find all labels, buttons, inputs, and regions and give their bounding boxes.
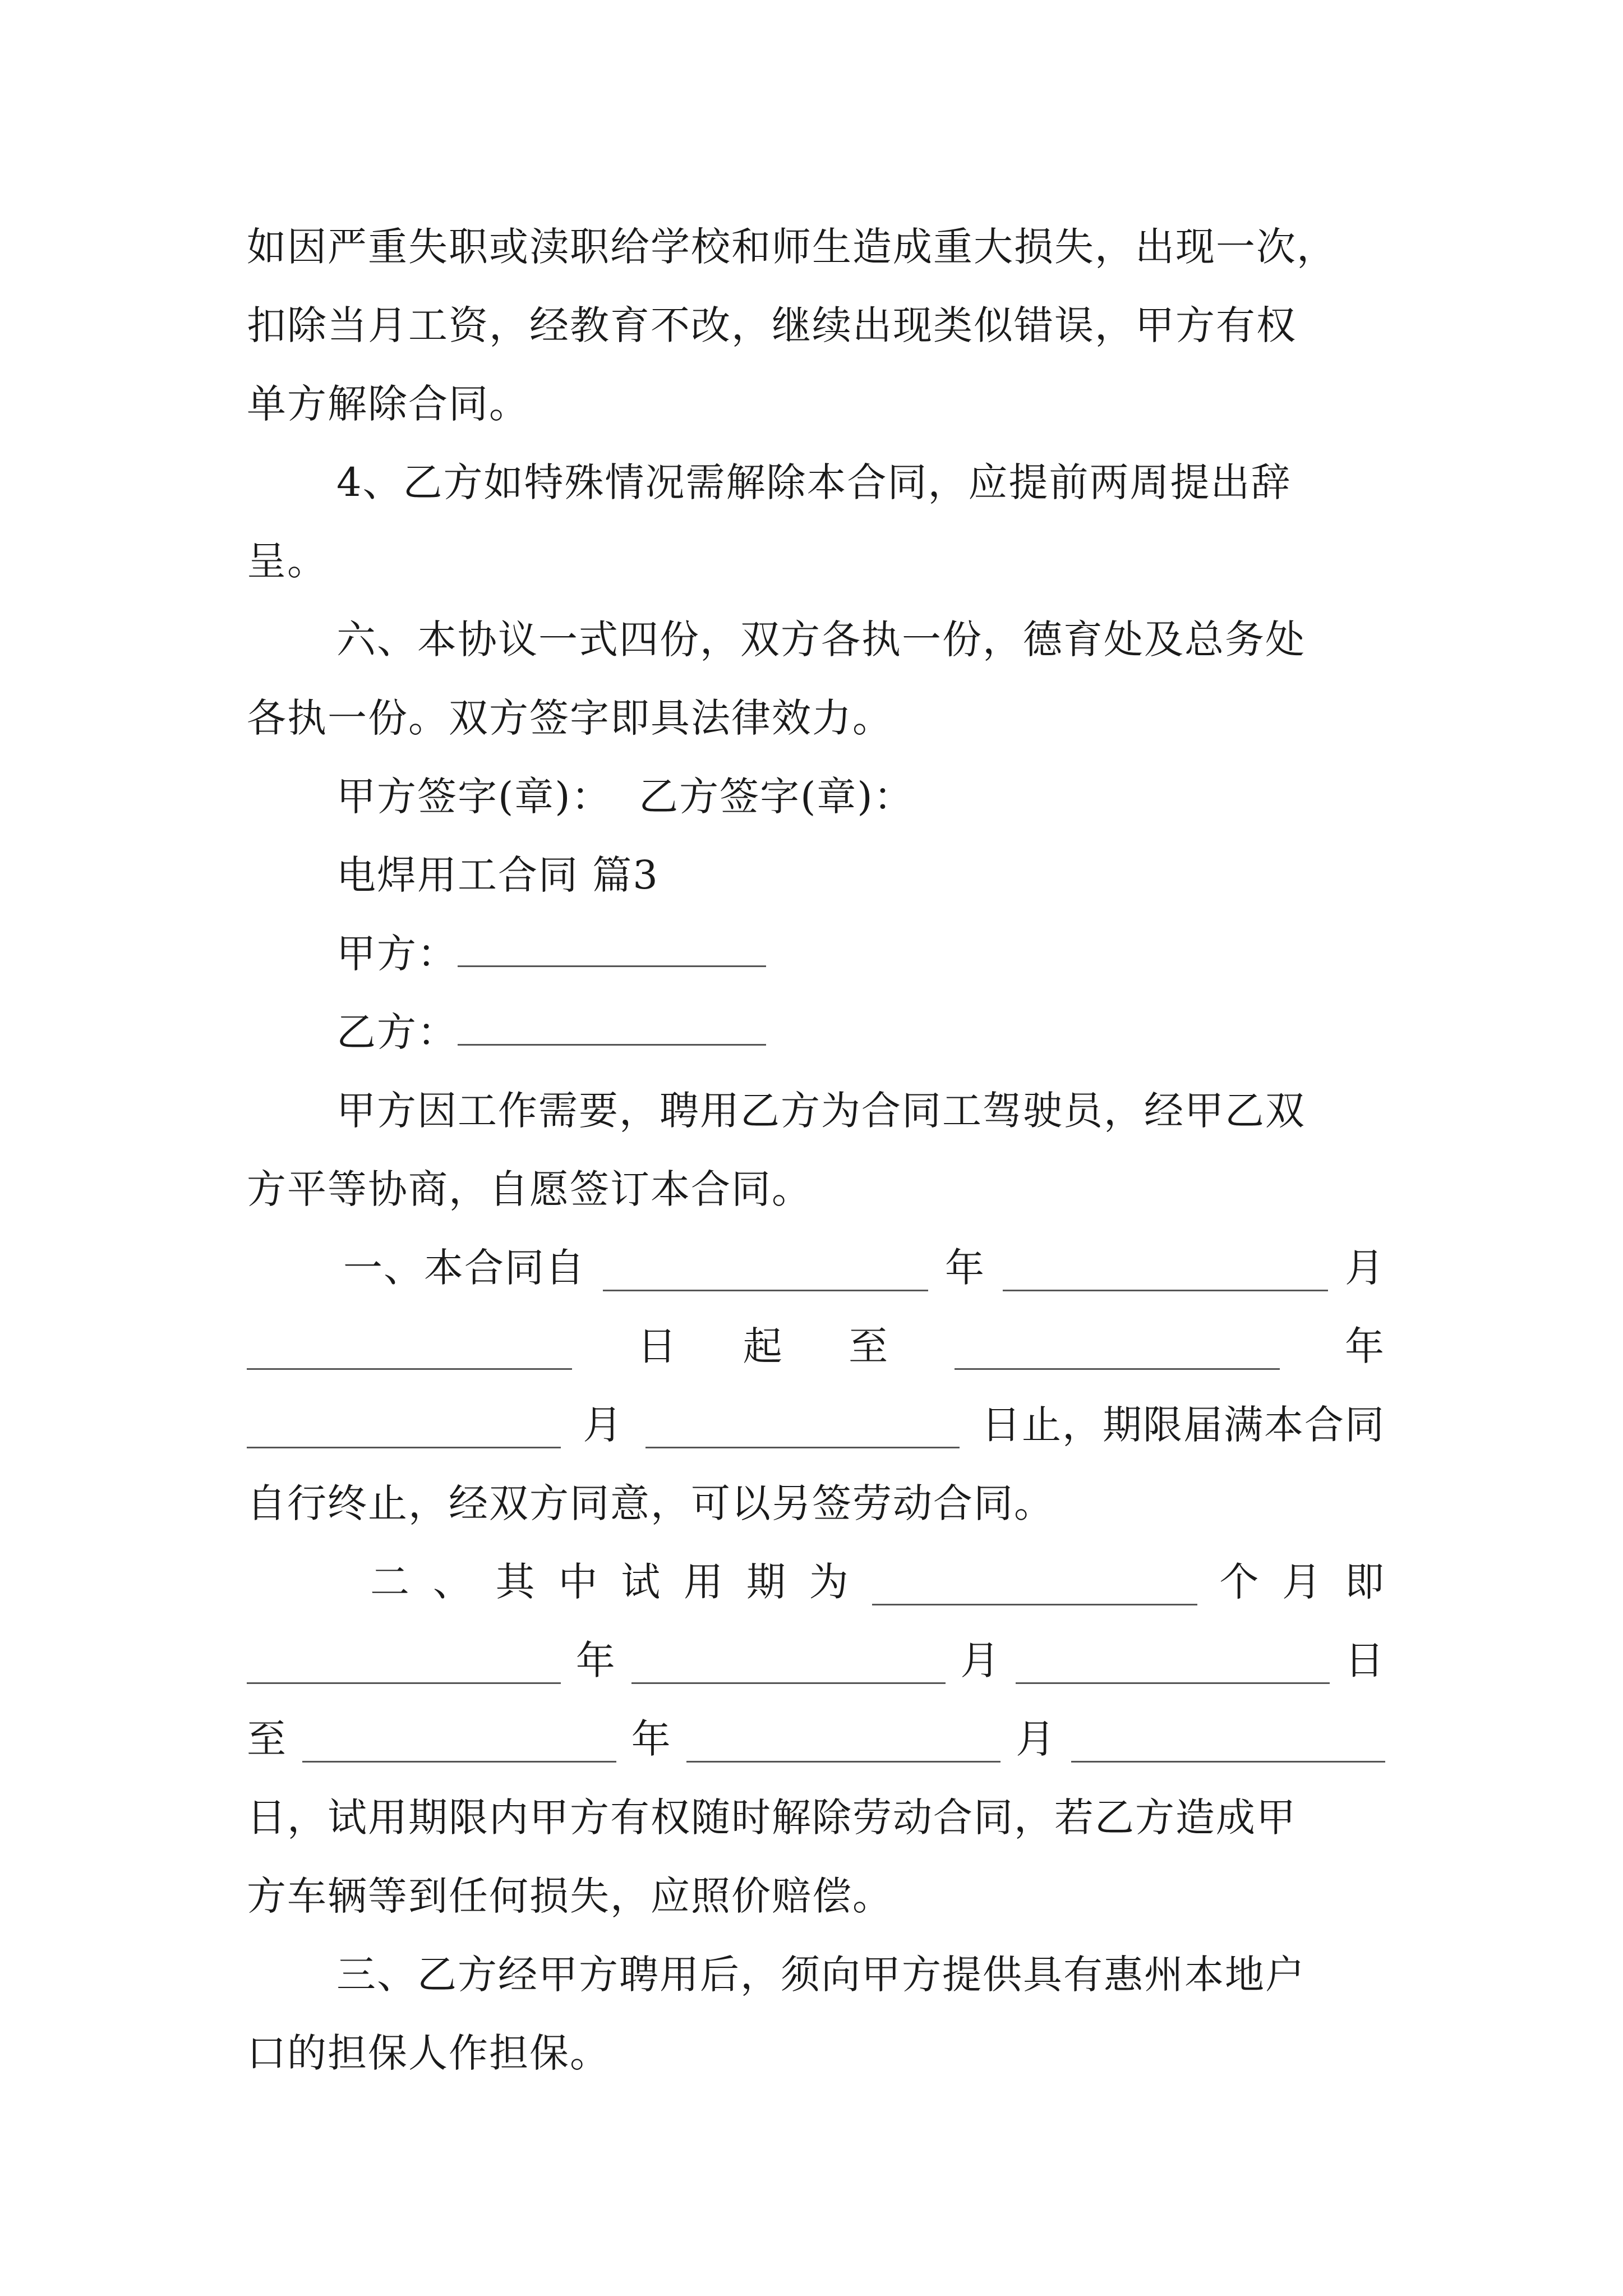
text-segment: 、 (432, 1559, 473, 1605)
text-line: 扣除当月工资，经教育不改，继续出现类似错误，甲方有权 (247, 302, 1297, 348)
text-segment: 一、本合同自 (343, 1245, 585, 1291)
blank-day (1016, 1637, 1330, 1684)
text-segment: 日止，期限届满本合同 (981, 1402, 1385, 1448)
term-line-1 (343, 1228, 1385, 1307)
text-segment: 月 (583, 1402, 624, 1448)
text-segment: 月 (1345, 1245, 1385, 1291)
blank-year (955, 1323, 1280, 1370)
blank-day (247, 1323, 572, 1370)
party-b-line (336, 993, 1385, 1071)
blank-party-a (458, 921, 766, 967)
text-segment: 月 (1016, 1716, 1057, 1762)
text-line: 呈。 (247, 538, 328, 584)
blank-month (631, 1637, 946, 1684)
text-segment: 月 (1282, 1559, 1323, 1605)
text-line: 单方解除合同。 (247, 381, 529, 427)
label-party-a: 甲方： (336, 931, 458, 977)
text-segment: 年 (945, 1245, 985, 1291)
paragraph-line (247, 365, 1385, 443)
paragraph-line (247, 1778, 1385, 1857)
text-segment: 用 (684, 1559, 725, 1605)
text-line: 三、乙方经甲方聘用后，须向甲方提供具有惠州本地户 (336, 1952, 1306, 1998)
term-line-2 (247, 1307, 1385, 1386)
text-segment: 月 (960, 1637, 1001, 1683)
text-segment: 至 (247, 1716, 287, 1762)
text-line: 方车辆等到任何损失，应照价赔偿。 (247, 1873, 893, 1919)
blank-day (1071, 1716, 1385, 1763)
text-segment: 年 (631, 1716, 672, 1762)
blank-year (302, 1716, 616, 1763)
paragraph-line (336, 1935, 1385, 2014)
paragraph-line (247, 208, 1385, 286)
text-line: 甲方签字(章)： 乙方签字(章)： (336, 774, 914, 820)
term-line-3 (247, 1386, 1385, 1464)
paragraph-line (247, 286, 1385, 365)
text-line: 如因严重失职或渎职给学校和师生造成重大损失，出现一次， (247, 224, 1337, 270)
text-segment: 至 (849, 1323, 889, 1369)
paragraph-line (247, 2014, 1385, 2092)
text-segment: 个 (1219, 1559, 1260, 1605)
blank-year (603, 1245, 928, 1291)
paragraph-line (336, 443, 1385, 522)
blank-month (247, 1402, 561, 1448)
text-segment: 即 (1344, 1559, 1385, 1605)
text-segment: 起 (743, 1323, 783, 1369)
text-line: 甲方因工作需要，聘用乙方为合同工驾驶员，经甲乙双 (336, 1088, 1306, 1134)
signature-line (336, 757, 1385, 836)
text-line: 方平等协商，自愿签订本合同。 (247, 1166, 812, 1212)
blank-year (247, 1637, 561, 1684)
blank-month (1003, 1245, 1328, 1291)
label-party-b: 乙方： (336, 1009, 458, 1055)
text-segment: 中 (558, 1559, 599, 1605)
paragraph-line (336, 1071, 1385, 1150)
text-line: 自行终止，经双方同意，可以另签劳动合同。 (247, 1480, 1054, 1526)
text-line: 各执一份。双方签字即具法律效力。 (247, 695, 893, 741)
blank-months (872, 1559, 1197, 1605)
text-segment: 日 (637, 1323, 678, 1369)
paragraph-line (247, 1464, 1385, 1543)
text-segment: 日 (1344, 1637, 1385, 1683)
text-line: 电焊用工合同 篇3 (336, 852, 659, 898)
paragraph-line (336, 600, 1385, 679)
text-segment: 年 (1344, 1323, 1385, 1369)
text-segment: 为 (809, 1559, 850, 1605)
probation-line-2 (247, 1621, 1385, 1700)
text-segment: 期 (746, 1559, 787, 1605)
blank-party-b (458, 999, 766, 1046)
blank-day (645, 1402, 960, 1448)
text-line: 日，试用期限内甲方有权随时解除劳动合同，若乙方造成甲 (247, 1795, 1297, 1841)
paragraph-line (247, 1150, 1385, 1228)
text-line: 4、乙方如特殊情况需解除本合同，应提前两周提出辞 (336, 459, 1292, 505)
text-segment: 试 (621, 1559, 662, 1605)
party-a-line (336, 914, 1385, 993)
text-segment: 其 (495, 1559, 536, 1605)
paragraph-line (247, 1857, 1385, 1935)
section-heading (336, 836, 1385, 914)
paragraph-line (247, 679, 1385, 757)
paragraph-line (247, 522, 1385, 600)
blank-month (686, 1716, 1000, 1763)
probation-line-3 (247, 1700, 1385, 1778)
text-segment: 二 (370, 1559, 411, 1605)
text-line: 六、本协议一式四份，双方各执一份，德育处及总务处 (336, 616, 1306, 662)
text-line: 口的担保人作担保。 (247, 2030, 610, 2076)
text-segment: 年 (575, 1637, 616, 1683)
probation-line-1 (370, 1543, 1385, 1621)
